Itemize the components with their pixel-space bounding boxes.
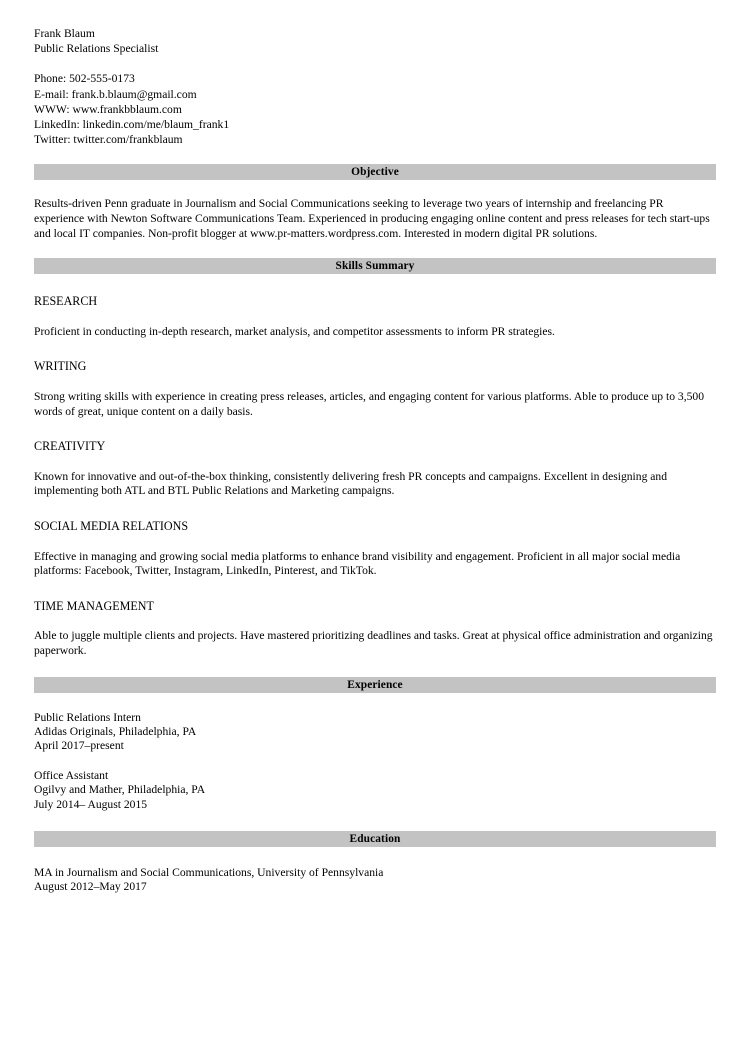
experience-entry: [34, 769, 716, 812]
experience-dates: July 2014– August 2015: [34, 797, 148, 811]
skill-title-writing: WRITING: [34, 359, 87, 374]
skill-title-time-management: TIME MANAGEMENT: [34, 598, 154, 613]
identity-block: [34, 26, 716, 56]
contact-email: E-mail: frank.b.blaum@gmail.com: [34, 87, 197, 101]
experience-role: Office Assistant: [34, 768, 109, 782]
education-degree: MA in Journalism and Social Communications, University of Pennsylvania: [34, 865, 384, 879]
skill-title-social-media-relations: SOCIAL MEDIA RELATIONS: [34, 518, 189, 533]
section-header-skills-summary: Skills Summary: [34, 258, 716, 274]
skill-body-research: Proficient in conducting in-depth research, market analysis, and competitor assessments to inform PR strategies.: [34, 324, 555, 338]
experience-employer: Adidas Originals, Philadelphia, PA: [34, 724, 197, 738]
contact-phone: Phone: 502-555-0173: [34, 72, 135, 86]
candidate-job-title: Public Relations Specialist: [34, 42, 159, 56]
objective-body: Results-driven Penn graduate in Journalism and Social Communications seeking to leverage two years of internship and freelancing PR experience with Newton Software Communications Team. Experienced in producing engaging online content and press releases for tech start-ups and local IT companies. Non-profit blogger at www.pr-matters.wordpress.com. Interested in modern digital PR solutions.: [34, 197, 710, 240]
skill-body-creativity: Known for innovative and out-of-the-box thinking, consistently delivering fresh PR concepts and campaigns. Excellent in designing and implementing both ATL and BTL Public Relations and Marketing campaigns.: [34, 469, 668, 498]
contact-linkedin: LinkedIn: linkedin.com/me/blaum_frank1: [34, 118, 230, 132]
candidate-name: Frank Blaum: [34, 27, 95, 40]
experience-employer: Ogilvy and Mather, Philadelphia, PA: [34, 783, 206, 797]
skill-body-time-management: Able to juggle multiple clients and projects. Have mastered prioritizing deadlines and tasks. Great at physical office administration and organizing paperwork.: [34, 629, 713, 657]
experience-dates: April 2017–present: [34, 739, 124, 753]
contact-block: [34, 71, 716, 147]
section-header-objective: Objective: [34, 164, 716, 180]
skill-title-research: RESEARCH: [34, 294, 98, 309]
skill-title-creativity: CREATIVITY: [34, 439, 106, 454]
skill-body-social-media-relations: Effective in managing and growing social media platforms to enhance brand visibility and engagement. Proficient in all major social media platforms: Facebook, Twitter, Instagram, LinkedIn, Pinterest, and TikTok.: [34, 549, 681, 578]
contact-twitter: Twitter: twitter.com/frankblaum: [34, 133, 183, 147]
section-header-experience: Experience: [34, 677, 716, 693]
contact-website: WWW: www.frankbblaum.com: [34, 102, 182, 116]
education-entry: [34, 866, 716, 895]
experience-entry: [34, 711, 716, 754]
experience-role: Public Relations Intern: [34, 710, 141, 724]
section-header-education: Education: [34, 831, 716, 847]
education-dates: August 2012–May 2017: [34, 880, 147, 894]
resume-content: [34, 26, 716, 895]
skill-body-writing: Strong writing skills with experience in creating press releases, articles, and engaging content for various platforms. Able to produce up to 3,500 words of great, unique content on a daily basis.: [34, 389, 705, 418]
